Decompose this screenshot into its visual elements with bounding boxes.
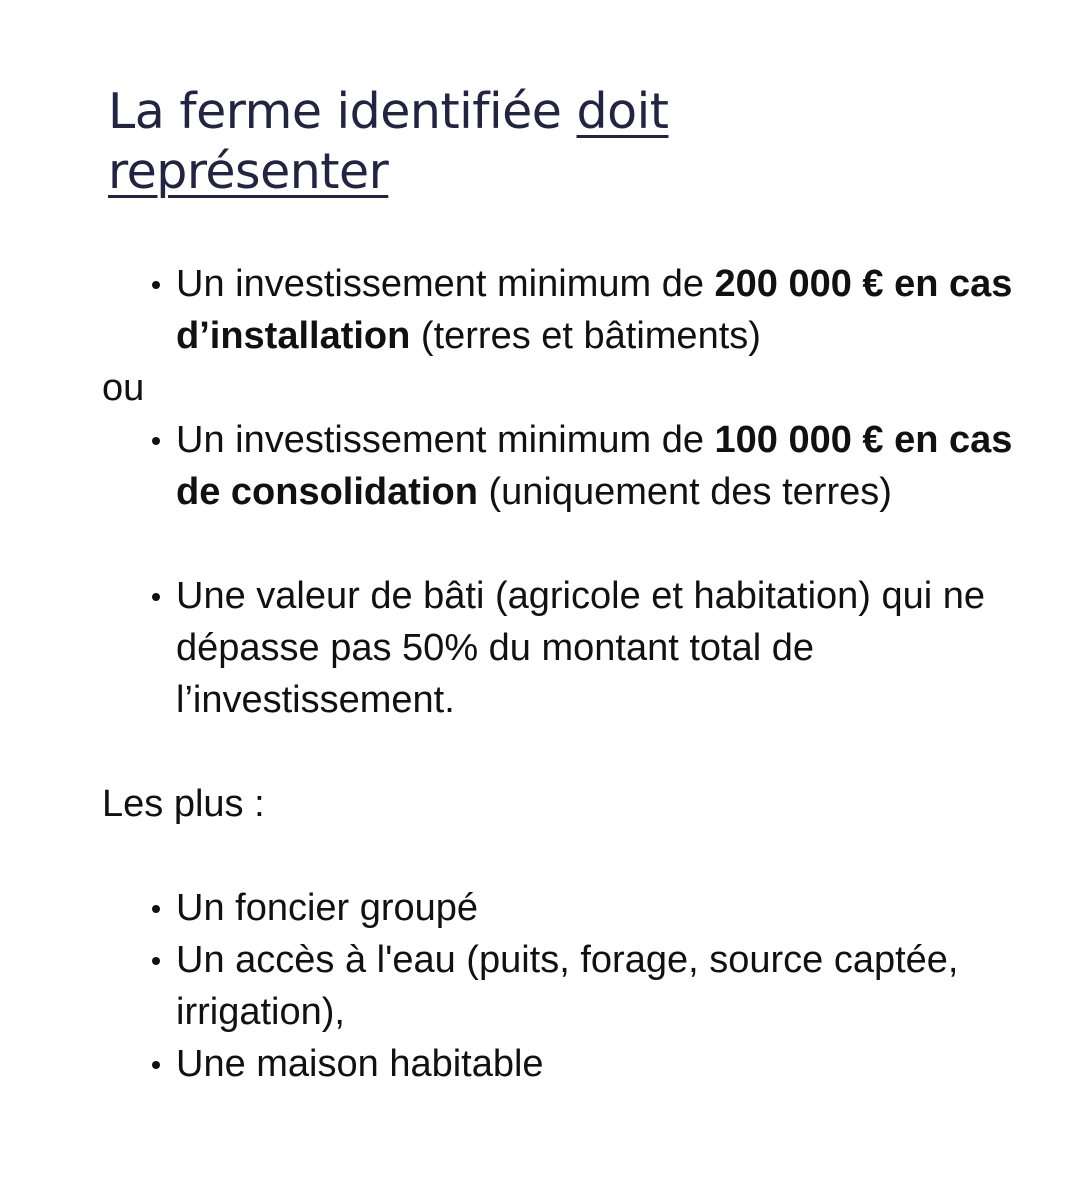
document-content — [102, 258, 1042, 1090]
list-item-consolidation — [176, 414, 1042, 518]
spacer — [102, 726, 1042, 778]
criterion-amount-consolidation: 100 000 € en cas de consolidation — [176, 419, 1013, 513]
list-item-bati: Une valeur de bâti (agricole et habitation) qui ne dépasse pas 50% du montant total de l’investissement. — [176, 570, 1042, 726]
title-link-doit-representer[interactable]: doit représenter — [108, 83, 669, 200]
title-text: La ferme identifiée — [108, 83, 577, 140]
criteria-list-bati — [102, 570, 1042, 726]
spacer — [102, 830, 1042, 882]
criterion-suffix: (terres et bâtiments) — [410, 315, 761, 357]
page-title — [108, 82, 828, 202]
separator-or: ou — [102, 367, 145, 409]
criterion-amount-installation: 200 000 € en cas d’installation — [176, 263, 1013, 357]
criterion-prefix: Un investissement minimum de — [176, 263, 715, 305]
criteria-list-consolidation — [102, 414, 1042, 518]
list-item: Un accès à l'eau (puits, forage, source captée, irrigation), — [176, 934, 1042, 1038]
criteria-list-installation — [102, 258, 1042, 362]
list-item-installation — [176, 258, 1042, 362]
spacer — [102, 518, 1042, 570]
criterion-prefix: Un investissement minimum de — [176, 419, 715, 461]
list-item: Une maison habitable — [176, 1038, 1042, 1090]
list-item: Un foncier groupé — [176, 882, 1042, 934]
plus-heading: Les plus : — [102, 783, 265, 825]
plus-list — [102, 882, 1042, 1090]
criterion-suffix: (uniquement des terres) — [477, 471, 892, 513]
